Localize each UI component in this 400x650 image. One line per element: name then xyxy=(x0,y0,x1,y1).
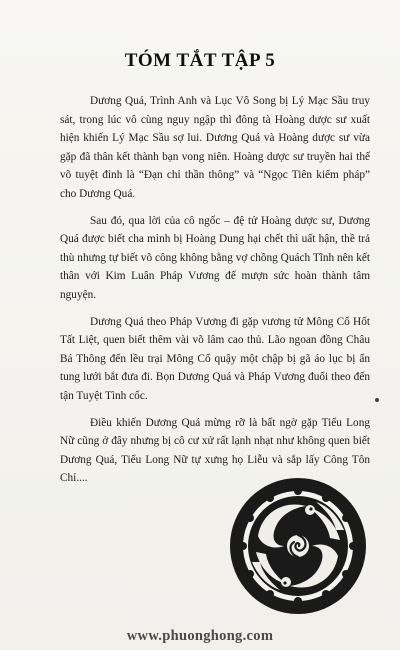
summary-paragraph: Sau đó, qua lời của cô ngốc – đệ tử Hoàng dược sư, Dương Quá được biết cha mình bị Hoàng Dung hại chết thì uất hận, thề trả thù nhưng tự biết võ công không bằng vợ chồng Quách Tĩnh nên kết thân với Kim Luân Pháp Vương để mượn sức hoàn thành tâm nguyện. xyxy=(60,214,370,301)
ink-speck xyxy=(375,398,379,402)
summary-paragraph: Dương Quá, Trình Anh và Lục Vô Song bị Lý Mạc Sầu truy sát, trong lúc vô cùng nguy ngập thì đông tà Hoàng dược sư xuất hiện khiến Lý Mạc Sầu sợ lui. Dương Quá và Hoàng dược sư vừa gặp đã thân kết thành bạn vong niên. Hoàng dược sư truyền hai thế võ tuyệt đỉnh là “Đạn chỉ thần thông” và “Ngọc Tiên kiếm pháp” cho Dương Quá. xyxy=(60,95,370,200)
summary-paragraph: Dương Quá theo Pháp Vương đi gặp vương tử Mông Cổ Hốt Tất Liệt, quen biết thêm vài võ lâm cao thủ. Lão ngoan đồng Châu Bá Thông đến lều trại Mông Cổ quậy một chập bị gã áo lục bị ẩn tung lưới bắt đưa đi. Bọn Dương Quá và Pháp Vương đuổi theo đến tận Tuyệt Tình cốc. xyxy=(60,315,370,402)
page-title: TÓM TẮT TẬP 5 xyxy=(124,50,276,71)
double-phoenix-medallion-icon xyxy=(228,476,368,616)
summary-text xyxy=(60,92,370,488)
website-watermark: www.phuonghong.com xyxy=(126,628,274,644)
summary-paragraph: Điều khiến Dương Quá mừng rỡ là bất ngờ gặp Tiểu Long Nữ cũng ở đây nhưng bị cô cư xử rất lạnh nhạt như không quen biết Dương Quá, Tiểu Long Nữ tự xưng họ Liễu và sắp lấy Công Tôn Chỉ.... xyxy=(60,416,370,485)
